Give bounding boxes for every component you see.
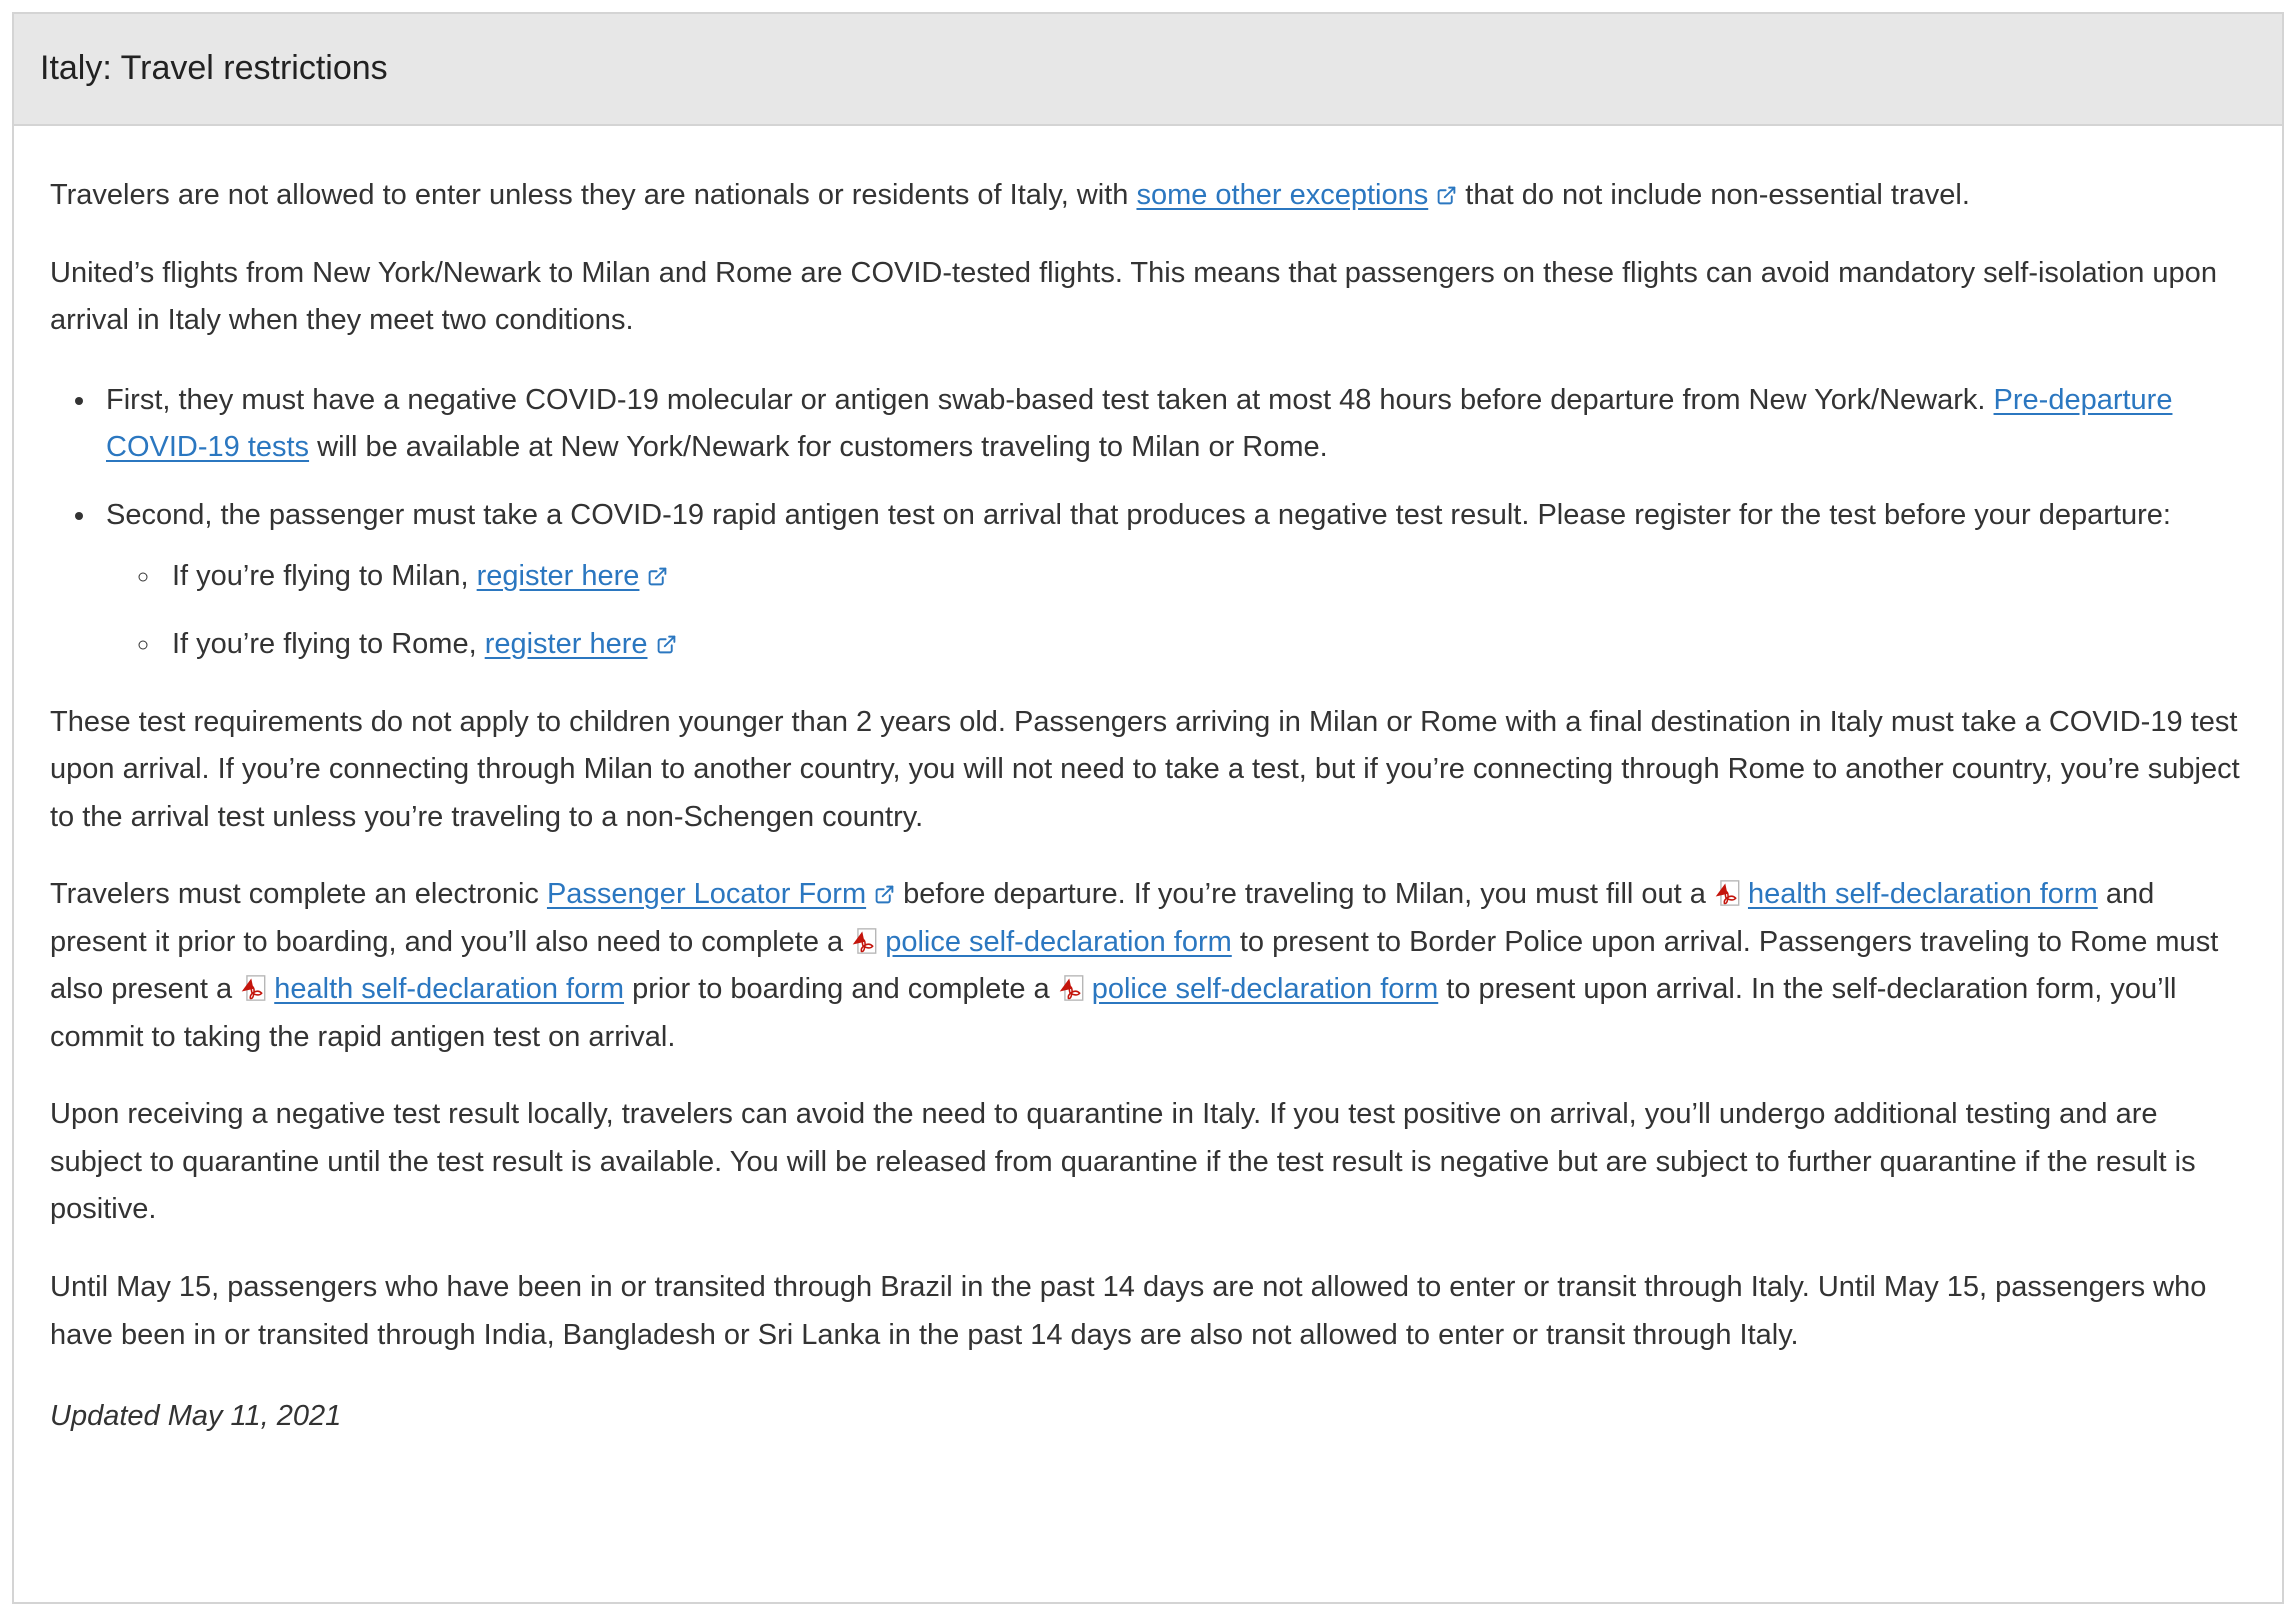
- pdf-file-icon: [1058, 973, 1092, 1005]
- sub-list-item: [162, 621, 2242, 669]
- link-text[interactable]: some other exceptions: [1136, 179, 1429, 212]
- paragraph: [50, 871, 2242, 1061]
- text-run: prior to boarding and complete a: [624, 973, 1058, 1006]
- external-link-icon: [648, 628, 677, 660]
- link-passenger-locator-form[interactable]: [547, 878, 895, 910]
- link-text[interactable]: register here: [484, 628, 648, 661]
- text-run: to present to Border Police upon arrival. Passengers traveling to Rome must also present a: [50, 925, 2219, 1006]
- updated-date: Updated May 11, 2021: [50, 1400, 342, 1433]
- link-health-self-declaration-form[interactable]: [240, 973, 624, 1005]
- link-text[interactable]: police self-declaration form: [1091, 973, 1439, 1006]
- text-run: that do not include non-essential travel.: [1457, 179, 1970, 212]
- sub-bullet-list: [106, 553, 2242, 668]
- pdf-file-icon: [240, 973, 274, 1005]
- text-run: Upon receiving a negative test result locally, travelers can avoid the need to quarantine in Italy. If you test positive on arrival, you’ll undergo additional testing and are subject to quarantine until the test result is available. You will be released from quarantine if the test result is negative but are subject to further quarantine if the result is positive.: [50, 1098, 2196, 1226]
- link-text[interactable]: Passenger Locator Form: [546, 878, 867, 911]
- bullet-list: [50, 377, 2242, 669]
- external-link-icon: [1428, 179, 1457, 211]
- paragraph: [50, 250, 2242, 345]
- content-blocks: [50, 172, 2242, 1359]
- text-run: Travelers must complete an electronic: [50, 878, 547, 911]
- paragraph: [50, 172, 2242, 220]
- list-item: [98, 492, 2242, 669]
- text-run: United’s flights from New York/Newark to Milan and Rome are COVID-tested flights. This means that passengers on these flights can avoid mandatory self-isolation upon arrival in Italy when they meet two conditions.: [50, 256, 2217, 337]
- external-link-icon: [639, 560, 668, 592]
- paragraph: [50, 1091, 2242, 1234]
- link-text[interactable]: health self-declaration form: [274, 973, 625, 1006]
- link-text[interactable]: police self-declaration form: [885, 925, 1232, 958]
- text-run: before departure. If you’re traveling to Milan, you must fill out a: [895, 878, 1714, 911]
- paragraph: [50, 699, 2242, 842]
- text-run: If you’re flying to Rome,: [172, 628, 485, 661]
- link-text[interactable]: Pre-departure COVID-19 tests: [106, 383, 2173, 464]
- link-police-self-declaration-form[interactable]: [851, 926, 1232, 958]
- text-run: and present it prior to boarding, and you’ll also need to complete a: [50, 878, 2155, 958]
- text-run: Second, the passenger must take a COVID-19 rapid antigen test on arrival that produces a negative test result. Please register for the test before your departure:: [106, 498, 2171, 531]
- link-register-here[interactable]: [485, 628, 677, 660]
- text-run: Until May 15, passengers who have been in or transited through Brazil in the past 14 days are not allowed to enter or transit through Italy. Until May 15, passengers who have been in or transited through India, Bangladesh or Sri Lanka in the past 14 days are also not allowed to enter or transit through Italy.: [50, 1271, 2207, 1351]
- travel-restrictions-panel: [12, 12, 2284, 1604]
- text-run: These test requirements do not apply to children younger than 2 years old. Passengers arriving in Milan or Rome with a final destination in Italy must take a COVID-19 test upon arrival. If you’re connecting through Milan to another country, you will not need to take a test, but if you’re connecting through Rome to another country, you’re subject to the arrival test unless you’re traveling to a non-Schengen country.: [50, 705, 2240, 833]
- text-run: If you’re flying to Milan,: [172, 560, 477, 593]
- text-run: to present upon arrival. In the self-declaration form, you’ll commit to taking the rapid antigen test on arrival.: [50, 973, 2177, 1053]
- sub-list-item: [162, 553, 2242, 601]
- text-run: Travelers are not allowed to enter unless they are nationals or residents of Italy, with: [50, 179, 1137, 212]
- panel-title: Italy: Travel restrictions: [40, 49, 388, 87]
- link-text[interactable]: health self-declaration form: [1747, 878, 2098, 911]
- link-text[interactable]: register here: [476, 560, 640, 593]
- pdf-file-icon: [1714, 878, 1748, 910]
- text-run: First, they must have a negative COVID-19 molecular or antigen swab-based test taken at most 48 hours before departure from New York/Newark.: [106, 383, 1994, 416]
- external-link-icon: [866, 878, 895, 910]
- paragraph: [50, 1264, 2242, 1359]
- link-health-self-declaration-form[interactable]: [1714, 878, 2098, 910]
- list-item: [98, 377, 2242, 472]
- text-run: will be available at New York/Newark for customers traveling to Milan or Rome.: [309, 431, 1328, 464]
- link-some-other-exceptions[interactable]: [1136, 179, 1457, 211]
- pdf-file-icon: [851, 926, 885, 958]
- panel-header: [14, 14, 2282, 126]
- panel-body: [14, 126, 2282, 1602]
- link-register-here[interactable]: [477, 560, 669, 592]
- link-police-self-declaration-form[interactable]: [1058, 973, 1439, 1005]
